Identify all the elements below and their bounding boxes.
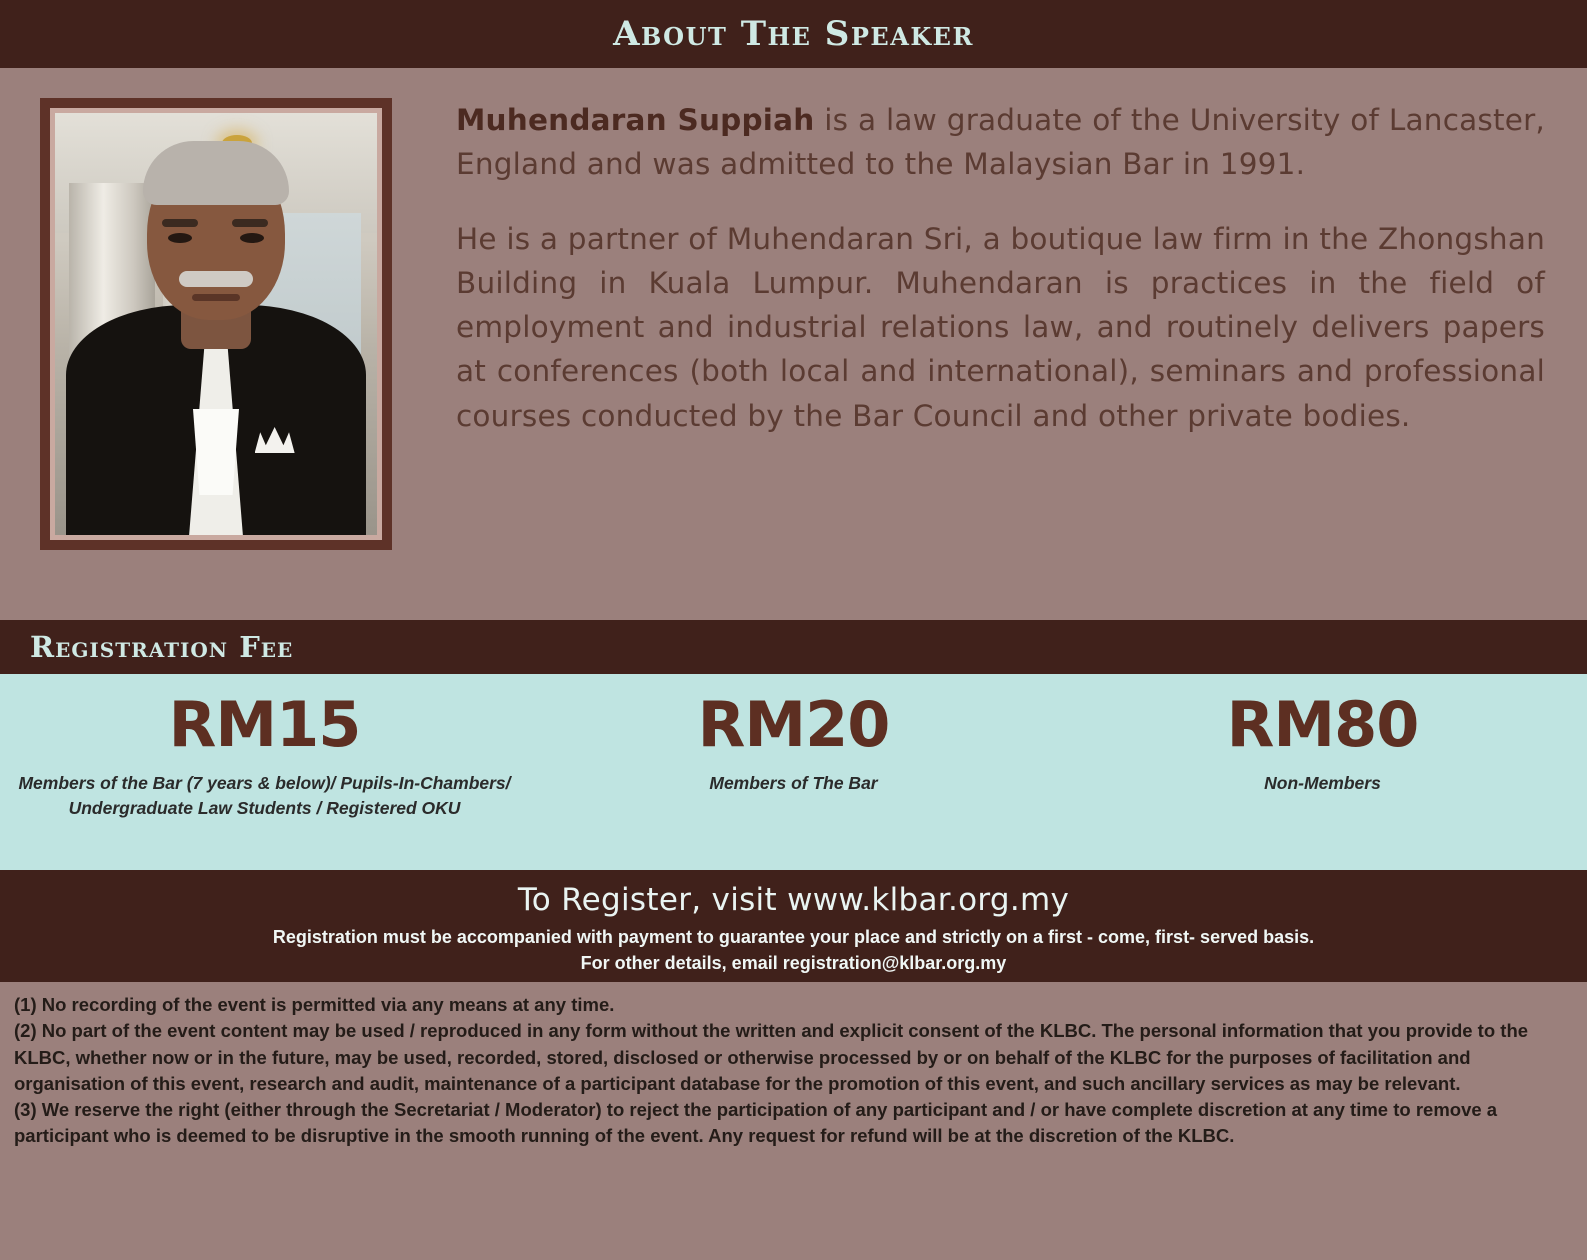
bio-paragraph-2: He is a partner of Muhendaran Sri, a boutique law firm in the Zhongshan Building in Kuala Lumpur. Muhendaran is practices in the field of employment and industrial relations law, and routinely delivers papers at conferences (both local and international), seminars and professional courses conducted by the Bar Council and other private bodies.	[456, 221, 1545, 433]
fee-amount: RM80	[1226, 688, 1419, 761]
fee-description: Members of The Bar	[709, 773, 878, 794]
speaker-bio	[392, 98, 1551, 592]
register-note-line-2: For other details, email registration@klbar.org.my	[580, 953, 1007, 974]
registration-fee-header	[0, 620, 1587, 674]
terms-item-3: (3) We reserve the right (either through the Secretariat / Moderator) to reject the participation of any participant and / or have complete discretion at any time to remove a participant who is deemed to be disruptive in the smooth running of the event. Any request for refund will be at the discretion of the KLBC.	[14, 1099, 1498, 1147]
speaker-section	[0, 68, 1587, 620]
about-speaker-header	[0, 0, 1587, 68]
register-band	[0, 870, 1587, 982]
page-title: About The Speaker	[613, 14, 974, 54]
bio-paragraph-1-rest: is a law graduate of the University of Lancaster, England and was admitted to the Malaysian Bar in 1991.	[456, 103, 1545, 182]
speaker-photo	[55, 113, 377, 535]
terms-item-1: (1) No recording of the event is permitted via any means at any time.	[14, 994, 615, 1015]
fee-option	[1058, 688, 1587, 796]
register-link[interactable]: To Register, visit www.klbar.org.my	[517, 882, 1070, 918]
registration-fee-title: Registration Fee	[30, 630, 294, 664]
registration-fee-band	[0, 674, 1587, 870]
terms-item-2: (2) No part of the event content may be used / reproduced in any form without the written and explicit consent of the KLBC. The personal information that you provide to the KLBC, whether now or in the future, may be used, recorded, stored, disclosed or otherwise processed by or on behalf of the KLBC for the purposes of facilitation and organisation of this event, research and audit, maintenance of a participant database for the promotion of this event, and such ancillary services as may be relevant.	[14, 1020, 1529, 1094]
fee-amount: RM20	[697, 688, 890, 761]
fee-option	[529, 688, 1058, 796]
fee-description: Members of the Bar (7 years & below)/ Pupils-In-Chambers/ Undergraduate Law Students / Registered OKU	[18, 773, 511, 819]
bio-paragraph-1	[456, 98, 1545, 187]
register-note-line-1: Registration must be accompanied with payment to guarantee your place and strictly on a first - come, first- served basis.	[272, 927, 1315, 947]
speaker-photo-frame	[40, 98, 392, 550]
speaker-name: Muhendaran Suppiah	[456, 103, 815, 137]
fee-description: Non-Members	[1264, 773, 1381, 794]
fee-option	[0, 688, 529, 822]
terms-section	[0, 982, 1587, 1260]
fee-amount: RM15	[168, 688, 361, 761]
speaker-photo-frame-inner	[50, 108, 382, 540]
